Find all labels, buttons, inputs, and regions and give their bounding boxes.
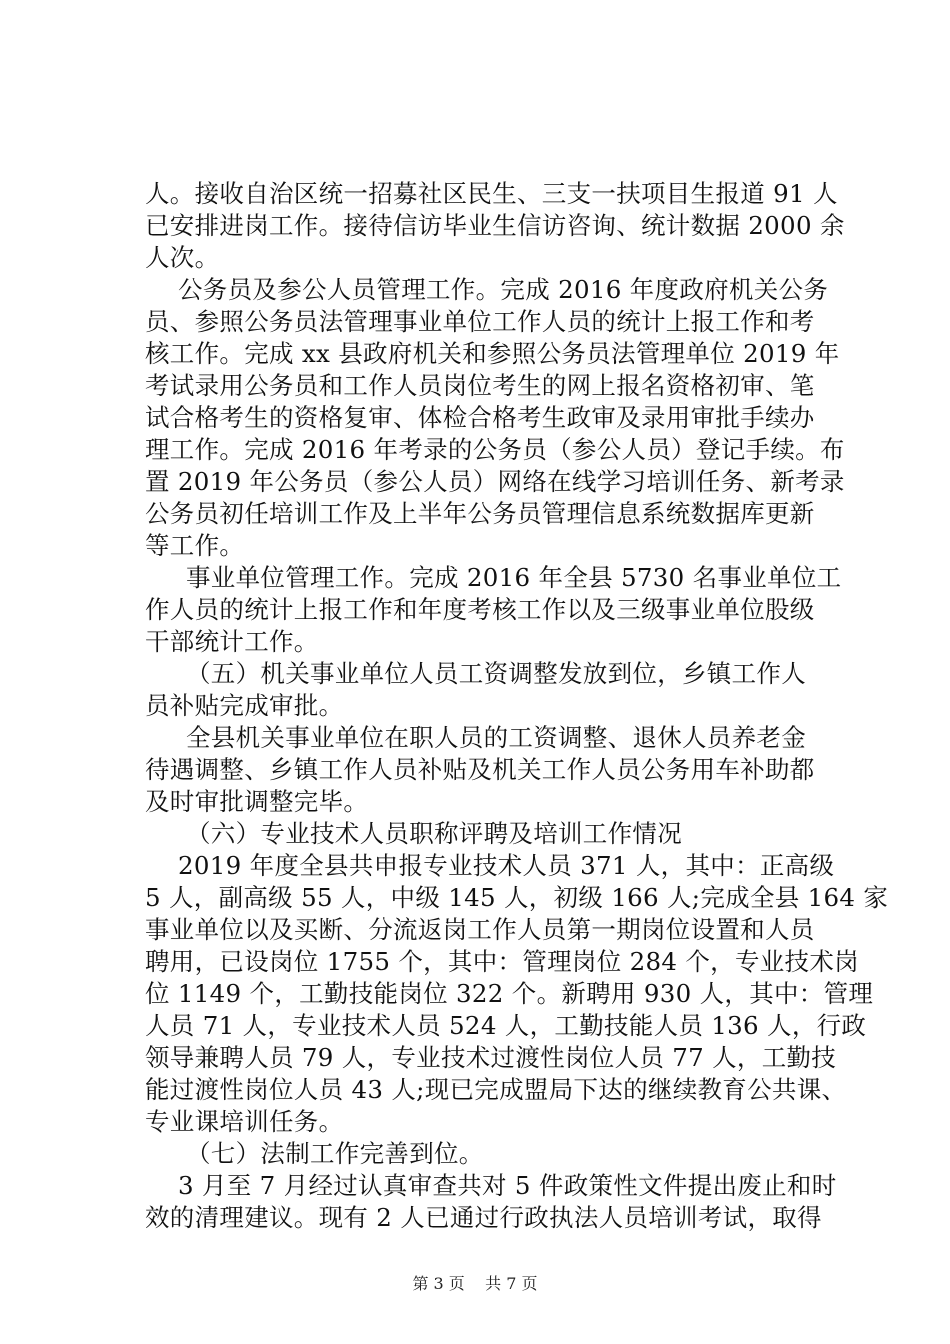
text-line: 事业单位以及买断、分流返岗工作人员第一期岗位设置和人员 (145, 915, 815, 944)
text-line: 领导兼聘人员 79 人，专业技术过渡性岗位人员 77 人，工勤技 (145, 1043, 837, 1072)
text-line: 聘用，已设岗位 1755 个，其中：管理岗位 284 个，专业技术岗 (145, 947, 859, 976)
text-line: 5 人，副高级 55 人，中级 145 人，初级 166 人;完成全县 164 家 (145, 883, 889, 912)
text-line: 核工作。完成 xx 县政府机关和参照公务员法管理单位 2019 年 (145, 339, 840, 368)
text-line: 置 2019 年公务员（参公人员）网络在线学习培训任务、新考录 (145, 467, 845, 496)
text-line: （六）专业技术人员职称评聘及培训工作情况 (186, 819, 682, 848)
text-line: 专业课培训任务。 (145, 1107, 344, 1136)
text-line: 公务员及参公人员管理工作。完成 2016 年度政府机关公务 (178, 275, 829, 304)
text-line: 人次。 (145, 243, 220, 272)
text-line: 作人员的统计上报工作和年度考核工作以及三级事业单位股级 (145, 595, 815, 624)
text-line: （五）机关事业单位人员工资调整发放到位，乡镇工作人 (186, 659, 806, 688)
page-footer (0, 1274, 950, 1294)
text-line: 员补贴完成审批。 (145, 691, 344, 720)
text-line: 全县机关事业单位在职人员的工资调整、退休人员养老金 (186, 723, 806, 752)
text-line: 理工作。完成 2016 年考录的公务员（参公人员）登记手续。布 (145, 435, 845, 464)
text-line: 考试录用公务员和工作人员岗位考生的网上报名资格初审、笔 (145, 371, 815, 400)
text-line: 等工作。 (145, 531, 245, 560)
text-line: 位 1149 个，工勤技能岗位 322 个。新聘用 930 人，其中：管理 (145, 979, 874, 1008)
text-line: （七）法制工作完善到位。 (186, 1139, 484, 1168)
text-line: 3 月至 7 月经过认真审查共对 5 件政策性文件提出废止和时 (178, 1171, 837, 1200)
text-line: 效的清理建议。现有 2 人已通过行政执法人员培训考试，取得 (145, 1203, 822, 1232)
text-line: 试合格考生的资格复审、体检合格考生政审及录用审批手续办 (145, 403, 815, 432)
text-line: 人员 71 人，专业技术人员 524 人，工勤技能人员 136 人，行政 (145, 1011, 867, 1040)
text-line: 2019 年度全县共申报专业技术人员 371 人，其中：正高级 (178, 851, 835, 880)
page-number: 第 3 页 (412, 1274, 465, 1293)
text-line: 人。接收自治区统一招募社区民生、三支一扶项目生报道 91 人 (145, 179, 838, 208)
text-line: 员、参照公务员法管理事业单位工作人员的统计上报工作和考 (145, 307, 815, 336)
text-line: 能过渡性岗位人员 43 人;现已完成盟局下达的继续教育公共课、 (145, 1075, 847, 1104)
text-line: 公务员初任培训工作及上半年公务员管理信息系统数据库更新 (145, 499, 815, 528)
text-line: 及时审批调整完毕。 (145, 787, 369, 816)
text-line: 干部统计工作。 (145, 627, 319, 656)
text-line: 待遇调整、乡镇工作人员补贴及机关工作人员公务用车补助都 (145, 755, 815, 784)
text-line: 事业单位管理工作。完成 2016 年全县 5730 名事业单位工 (186, 563, 842, 592)
page-total: 共 7 页 (485, 1274, 538, 1293)
text-line: 已安排进岗工作。接待信访毕业生信访咨询、统计数据 2000 余 (145, 211, 845, 240)
